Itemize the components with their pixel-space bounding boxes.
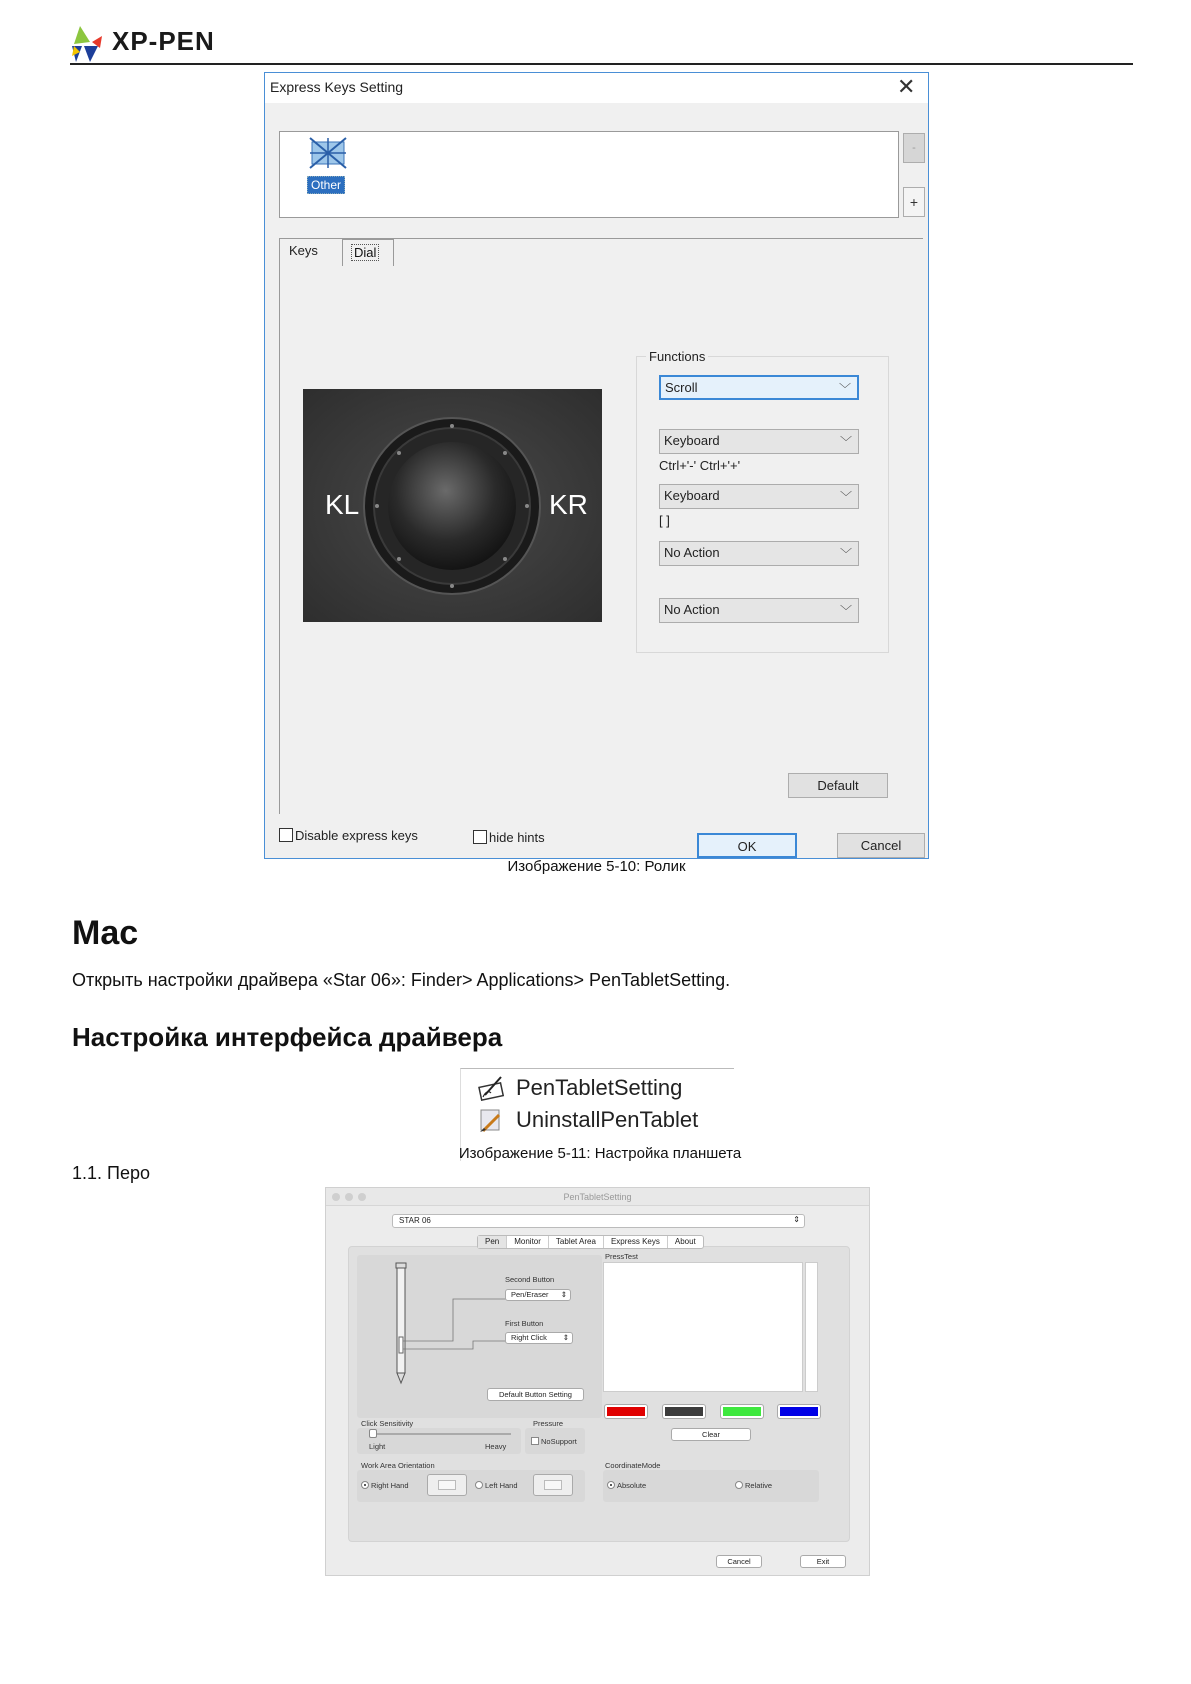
absolute-label: Absolute (617, 1481, 647, 1490)
tab-dial-label: Dial (351, 244, 379, 261)
functions-label: Functions (646, 349, 708, 364)
disable-express-keys-checkbox[interactable] (279, 828, 418, 843)
cancel-button[interactable]: Cancel (837, 833, 925, 858)
device-label-other[interactable]: Other (307, 176, 345, 194)
right-hand-tablet-icon[interactable] (427, 1474, 467, 1496)
pressure-label: Pressure (533, 1419, 564, 1428)
dial-photo (303, 389, 602, 622)
updown-arrow-icon: ⇕ (560, 1290, 567, 1299)
coordinate-mode-label: CoordinateMode (605, 1461, 661, 1470)
finder-item-pentabletsetting[interactable]: PenTabletSetting (516, 1075, 683, 1100)
left-hand-tablet-icon[interactable] (533, 1474, 573, 1496)
popup-value: Pen/Eraser (511, 1290, 549, 1299)
chevron-down-icon: ﹀ (839, 547, 852, 561)
color-swatch-blue[interactable] (778, 1405, 820, 1418)
express-keys-dialog (264, 72, 929, 859)
pressure-meter (805, 1262, 818, 1392)
function-combo-scroll[interactable] (659, 375, 859, 400)
radio-button[interactable] (475, 1481, 483, 1489)
relative-radio[interactable] (735, 1481, 772, 1490)
work-area-orientation-label: Work Area Orientation (361, 1461, 435, 1470)
tab-dial[interactable] (342, 239, 394, 266)
absolute-radio[interactable] (607, 1481, 646, 1490)
hide-hints-checkbox[interactable] (473, 830, 545, 845)
combo-hint-2: [ ] (659, 513, 670, 528)
tab-keys[interactable]: Keys (289, 243, 318, 258)
mac-tab-pen[interactable]: Pen (478, 1236, 507, 1248)
light-label: Light (369, 1442, 386, 1451)
device-select-value: STAR 06 (399, 1216, 431, 1225)
dial-right-label: KR (549, 489, 588, 520)
function-combo-no-action-2[interactable] (659, 598, 859, 623)
device-list[interactable] (279, 131, 899, 218)
left-hand-radio[interactable] (475, 1481, 518, 1490)
dialog-titlebar (265, 73, 928, 103)
finder-item-uninstallpentablet[interactable]: UninstallPenTablet (516, 1107, 699, 1132)
combo-value: Keyboard (664, 488, 720, 503)
mac-cancel-button[interactable]: Cancel (716, 1555, 762, 1568)
zoom-window-icon[interactable] (358, 1193, 366, 1201)
first-button-label: First Button (505, 1319, 544, 1328)
sensitivity-slider-thumb[interactable] (369, 1429, 377, 1438)
radio-button[interactable] (361, 1481, 369, 1489)
heavy-label: Heavy (485, 1442, 507, 1451)
device-select[interactable] (392, 1214, 805, 1228)
checkbox-label: hide hints (489, 830, 545, 845)
color-swatch-red[interactable] (605, 1405, 647, 1418)
dial-left-label: KL (325, 489, 360, 520)
clear-button[interactable]: Clear (671, 1428, 751, 1441)
header-divider (70, 63, 1133, 65)
sensitivity-slider-track[interactable] (371, 1433, 511, 1435)
mac-window-title: PenTabletSetting (326, 1188, 869, 1206)
close-icon[interactable]: ✕ (897, 74, 916, 99)
combo-value: No Action (664, 602, 720, 617)
chevron-down-icon: ﹀ (839, 435, 852, 449)
other-device-icon[interactable] (308, 136, 348, 170)
color-swatch-black[interactable] (663, 1405, 705, 1418)
add-device-button[interactable]: + (903, 187, 925, 217)
pressure-group (525, 1428, 585, 1454)
relative-label: Relative (745, 1481, 773, 1490)
mac-exit-button[interactable]: Exit (800, 1555, 846, 1568)
checkbox-box[interactable] (473, 830, 487, 844)
mac-tab-monitor[interactable]: Monitor (507, 1236, 549, 1248)
ok-button[interactable]: OK (697, 833, 797, 858)
open-instructions: Открыть настройки драйвера «Star 06»: Finder> Applications> PenTabletSetting. (72, 970, 731, 990)
combo-value: Scroll (665, 380, 698, 395)
combo-value: Keyboard (664, 433, 720, 448)
color-swatch-green[interactable] (721, 1405, 763, 1418)
radio-button[interactable] (735, 1481, 743, 1489)
chevron-down-icon: ﹀ (839, 604, 852, 618)
first-button-popup[interactable] (505, 1332, 573, 1344)
combo-value: No Action (664, 545, 720, 560)
subsection-pen: 1.1. Перо (72, 1163, 150, 1183)
presstest-label: PressTest (605, 1252, 638, 1261)
checkbox-box[interactable] (279, 828, 293, 842)
xp-pen-logo-icon (70, 22, 106, 64)
section-heading-mac: Mac (72, 914, 139, 952)
popup-value: Right Click (511, 1333, 547, 1342)
mac-tab-about[interactable]: About (674, 1237, 696, 1246)
left-hand-label: Left Hand (485, 1481, 518, 1490)
figure-caption-5-10: Изображение 5-10: Ролик (507, 858, 686, 875)
figure-caption-5-11: Изображение 5-11: Настройка планшета (458, 1145, 742, 1162)
close-window-icon[interactable] (332, 1193, 340, 1201)
mac-tab-tablet-area[interactable]: Tablet Area (549, 1236, 604, 1248)
pen-tablet-setting-icon[interactable] (477, 1075, 505, 1101)
right-hand-label: Right Hand (371, 1481, 409, 1490)
checkbox-box[interactable] (531, 1437, 539, 1445)
section-heading-driver-setup: Настройка интерфейса драйвера (72, 1022, 503, 1052)
nosupport-label: NoSupport (541, 1437, 577, 1446)
mac-tab-bar (477, 1235, 704, 1249)
click-sensitivity-group (357, 1428, 521, 1454)
updown-arrow-icon: ⇕ (793, 1215, 800, 1224)
click-sensitivity-label: Click Sensitivity (361, 1419, 414, 1428)
right-hand-radio[interactable] (361, 1481, 409, 1490)
mac-tab-express-keys[interactable]: Express Keys (604, 1236, 668, 1248)
minimize-window-icon[interactable] (345, 1193, 353, 1201)
function-combo-keyboard-2[interactable] (659, 484, 859, 509)
combo-hint-1: Ctrl+'-' Ctrl+'+' (659, 458, 741, 473)
uninstall-pen-tablet-icon[interactable] (477, 1107, 505, 1133)
pen-button-area (357, 1255, 602, 1418)
coordinate-mode-group (603, 1470, 819, 1502)
function-combo-no-action-1[interactable] (659, 541, 859, 566)
mac-pentabletsetting-window (325, 1187, 870, 1576)
second-button-label: Second Button (505, 1275, 555, 1284)
dialog-title: Express Keys Setting (270, 79, 404, 95)
brand-name: XP-PEN (112, 26, 215, 56)
chevron-down-icon: ﹀ (839, 490, 852, 504)
updown-arrow-icon: ⇕ (562, 1333, 569, 1342)
chevron-down-icon: ﹀ (838, 382, 851, 396)
function-combo-keyboard-1[interactable] (659, 429, 859, 454)
orientation-group (357, 1470, 585, 1502)
presstest-canvas[interactable] (603, 1262, 803, 1392)
radio-button[interactable] (607, 1481, 615, 1489)
remove-device-button[interactable]: - (903, 133, 925, 163)
default-button-setting-button[interactable]: Default Button Setting (487, 1388, 584, 1401)
pen-settings-panel (348, 1246, 850, 1542)
checkbox-label: Disable express keys (295, 828, 418, 843)
second-button-popup[interactable] (505, 1289, 571, 1301)
nosupport-checkbox[interactable] (531, 1437, 577, 1446)
default-button[interactable]: Default (788, 773, 888, 798)
